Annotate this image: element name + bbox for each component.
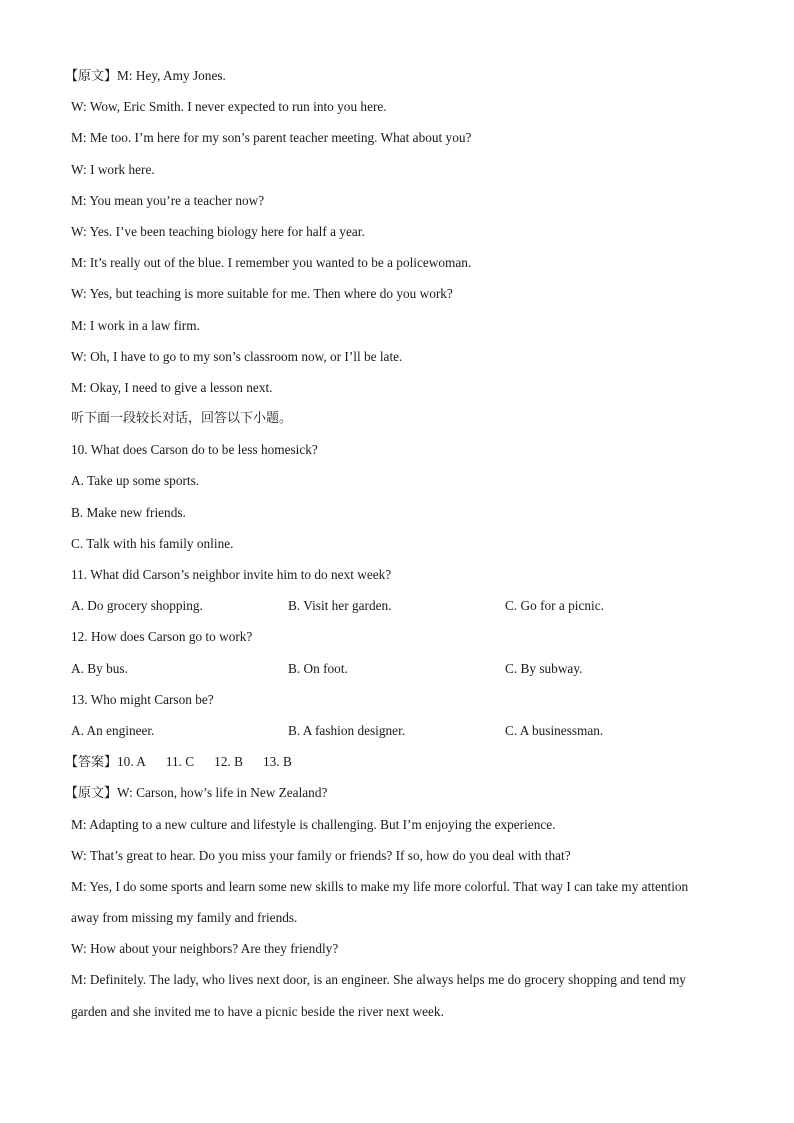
dialogue-text: M: Hey, Amy Jones. (117, 68, 226, 83)
dialogue2-line-1 (65, 783, 731, 814)
q13-option-c: C. A businessman. (505, 722, 604, 738)
q11-options (71, 596, 731, 627)
answer-12: 12. B (214, 754, 243, 770)
answer-10: 10. A (117, 754, 146, 770)
q11-option-c: C. Go for a picnic. (505, 598, 604, 614)
dialogue1-line-1 (65, 66, 731, 97)
question-10: 10. What does Carson do to be less homesick? (71, 442, 318, 458)
dialogue-text: W: Carson, how’s life in New Zealand? (117, 785, 328, 801)
transcript-label: 【原文】 (65, 69, 118, 84)
dialogue1-line-8: W: Yes, but teaching is more suitable for me. Then where do you work? (71, 286, 453, 302)
dialogue1-line-4: W: I work here. (71, 161, 155, 177)
q12-option-c: C. By subway. (505, 660, 583, 676)
dialogue1-line-2: W: Wow, Eric Smith. I never expected to run into you here. (71, 99, 387, 115)
dialogue2-line-2: M: Adapting to a new culture and lifestyle is challenging. But I’m enjoying the experience. (71, 816, 556, 832)
dialogue2-line-6: W: How about your neighbors? Are they friendly? (71, 941, 339, 957)
dialogue2-line-7: M: Definitely. The lady, who lives next door, is an engineer. She always helps me do grocery shopping and tend my (71, 972, 686, 988)
document-page (65, 66, 731, 1033)
dialogue2-line-5: away from missing my family and friends. (71, 910, 298, 926)
dialogue1-line-7: M: It’s really out of the blue. I remember you wanted to be a policewoman. (71, 255, 472, 271)
dialogue1-line-5: M: You mean you’re a teacher now? (71, 192, 265, 208)
q11-option-b: B. Visit her garden. (288, 598, 392, 614)
dialogue1-line-3: M: Me too. I’m here for my son’s parent teacher meeting. What about you? (71, 130, 472, 146)
dialogue2-line-8: garden and she invited me to have a picnic beside the river next week. (71, 1003, 444, 1019)
dialogue2-line-4: M: Yes, I do some sports and learn some new skills to make my life more colorful. That way I can take my attention (71, 878, 689, 894)
dialogue1-line-6: W: Yes. I’ve been teaching biology here for half a year. (71, 223, 365, 239)
q11-option-a: A. Do grocery shopping. (71, 598, 203, 614)
q10-option-a: A. Take up some sports. (71, 473, 200, 489)
q10-option-b: B. Make new friends. (71, 504, 186, 520)
q13-option-a: A. An engineer. (71, 722, 155, 738)
dialogue1-line-10: W: Oh, I have to go to my son’s classroom now, or I’ll be late. (71, 348, 403, 364)
q12-option-a: A. By bus. (71, 660, 128, 676)
q12-options (71, 659, 731, 690)
dialogue1-line-9: M: I work in a law firm. (71, 317, 200, 333)
answer-11: 11. C (165, 754, 195, 770)
answer-key (65, 752, 731, 783)
q13-options (71, 721, 731, 752)
question-12: 12. How does Carson go to work? (71, 629, 253, 645)
section-instruction: 听下面一段较长对话，回答以下小题。 (71, 411, 293, 427)
question-13: 13. Who might Carson be? (71, 691, 214, 707)
transcript-label: 【原文】 (65, 786, 118, 802)
q13-option-b: B. A fashion designer. (288, 722, 406, 738)
dialogue2-line-3: W: That’s great to hear. Do you miss your family or friends? If so, how do you deal with that? (71, 847, 571, 863)
q10-option-c: C. Talk with his family online. (71, 535, 234, 551)
answer-13: 13. B (263, 754, 292, 770)
answer-label: 【答案】 (65, 755, 118, 771)
question-11: 11. What did Carson’s neighbor invite him to do next week? (71, 567, 392, 582)
dialogue1-line-11: M: Okay, I need to give a lesson next. (71, 379, 273, 395)
q12-option-b: B. On foot. (288, 660, 348, 676)
